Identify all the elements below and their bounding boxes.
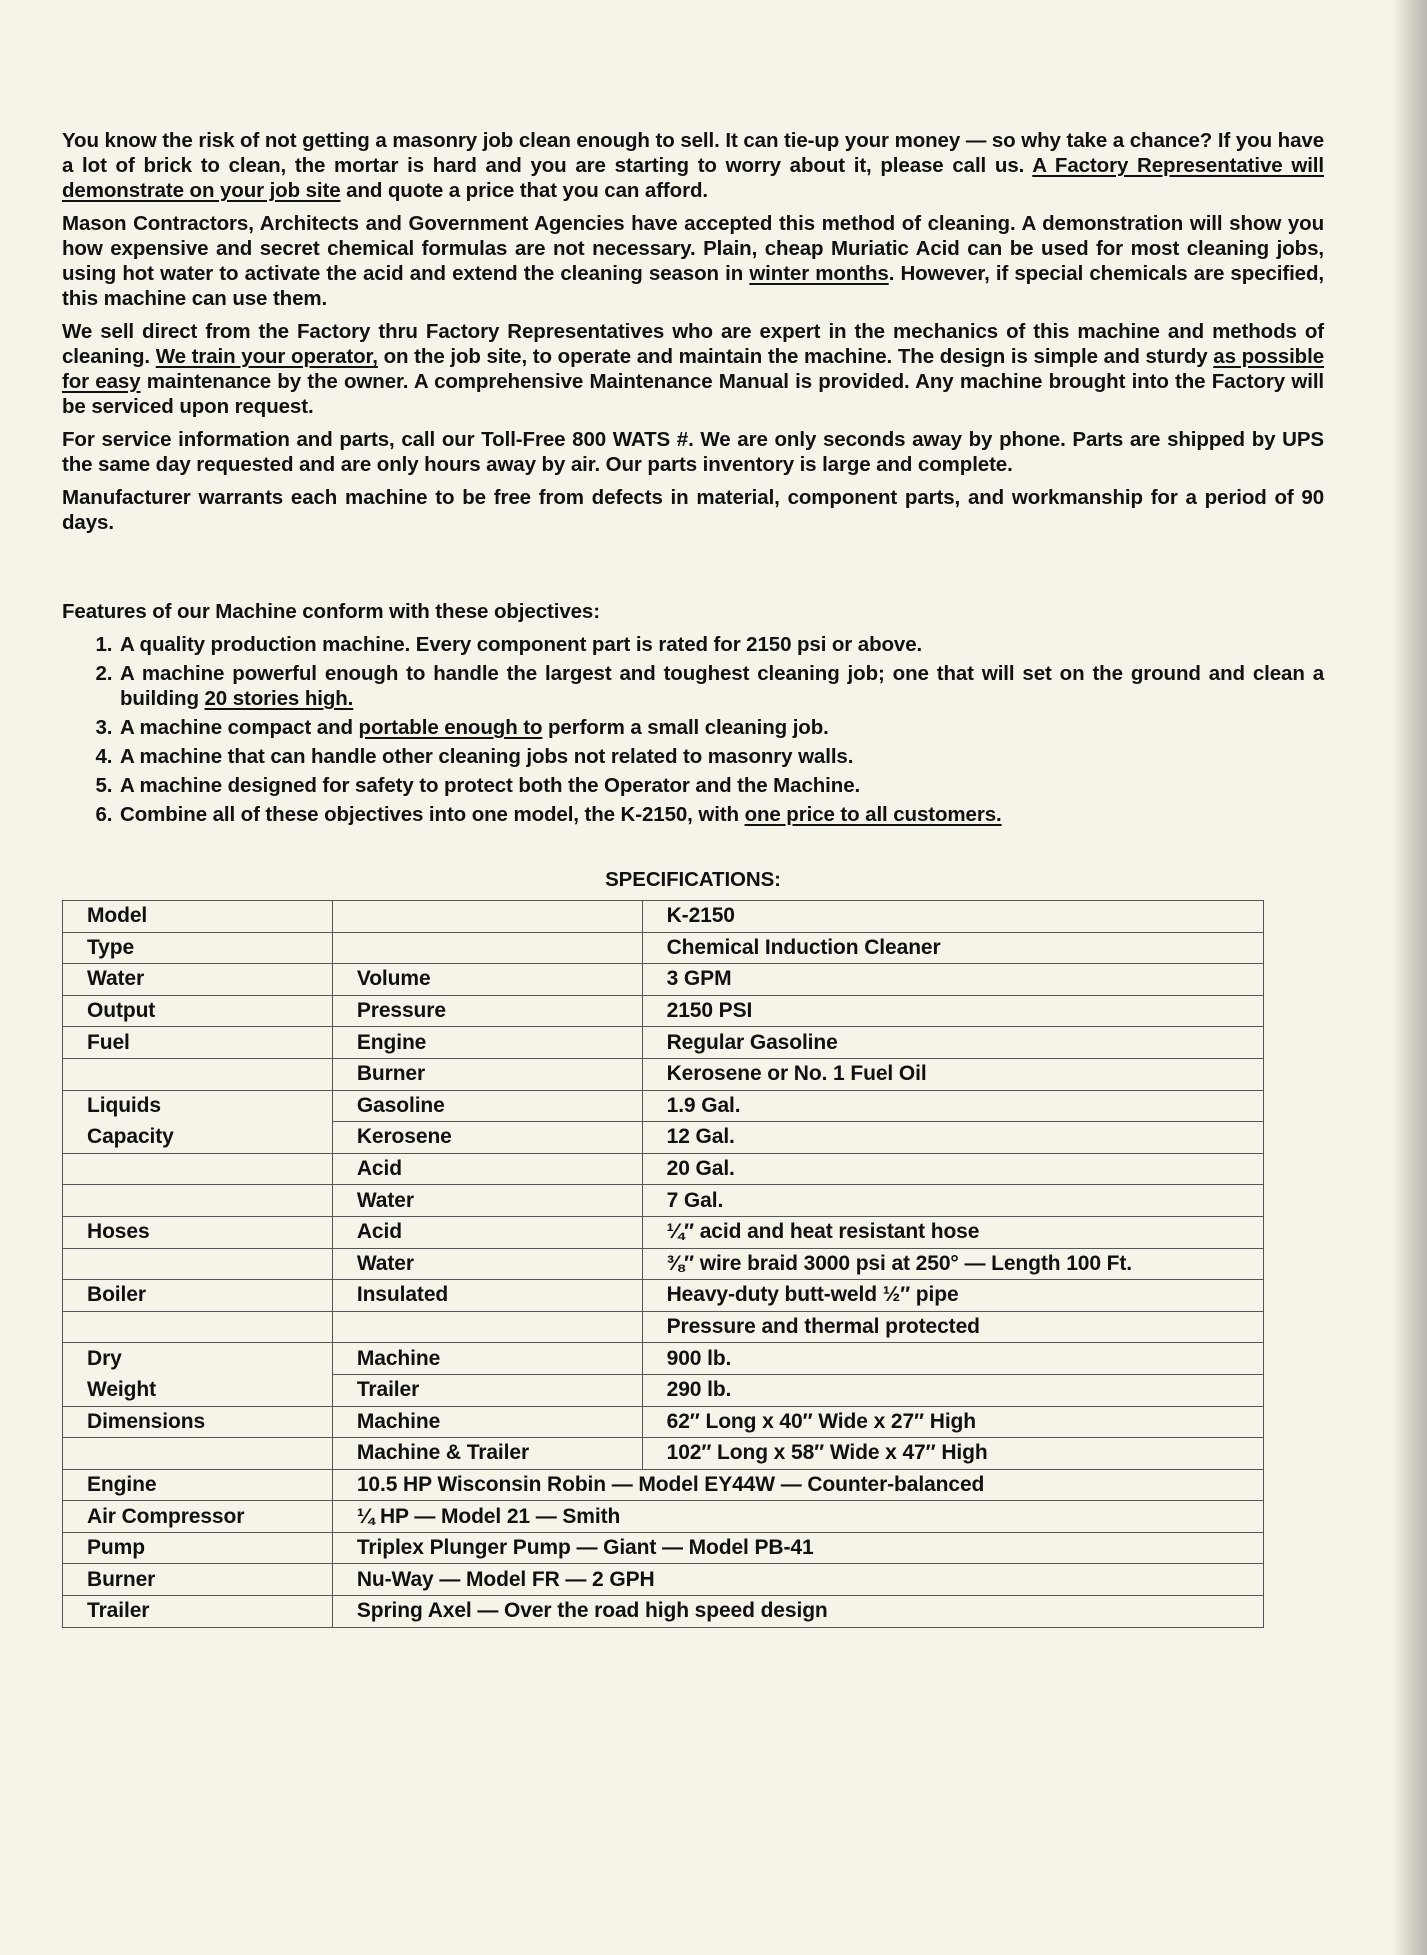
spec-label-cell: Engine <box>63 1469 333 1501</box>
spec-row <box>63 1532 1264 1564</box>
spec-sublabel-cell: Trailer <box>332 1374 642 1406</box>
spec-label-cell: Weight <box>63 1374 333 1406</box>
features-list <box>62 632 1324 827</box>
spec-sublabel-cell: Water <box>332 1185 642 1217</box>
feature-item: 3. A machine compact and portable enough to perform a small cleaning job. <box>118 715 1324 740</box>
spec-row <box>63 1469 1264 1501</box>
spec-label-cell: Pump <box>63 1532 333 1564</box>
spec-sublabel-cell: Kerosene <box>332 1122 642 1154</box>
spec-value-cell: Kerosene or No. 1 Fuel Oil <box>642 1058 1263 1090</box>
underlined-phrase: one price to all customers. <box>744 803 1002 826</box>
spec-value-cell: 102″ Long x 58″ Wide x 47″ High <box>642 1438 1263 1470</box>
spec-row <box>63 1374 1264 1406</box>
spec-sublabel-cell: Gasoline <box>332 1090 642 1122</box>
spec-value-cell: 2150 PSI <box>642 995 1263 1027</box>
spec-label-cell: Model <box>63 901 333 933</box>
features-title: Features of our Machine conform with these objectives: <box>62 600 600 623</box>
underlined-phrase: A Factory Representative will demonstrate on your job site <box>62 154 1324 202</box>
spec-row <box>63 932 1264 964</box>
feature-item: 4. A machine that can handle other cleaning jobs not related to masonry walls. <box>118 744 1324 769</box>
spec-label-cell <box>63 1185 333 1217</box>
service-paragraph: For service information and parts, call our Toll-Free 800 WATS #. We are only seconds away by phone. Parts are shipped by UPS the same day requested and are only hours away by air. Our parts inventory is large and complete. <box>62 428 1324 476</box>
acceptance-paragraph: Mason Contractors, Architects and Government Agencies have accepted this method of cleaning. A demonstration will show you how expensive and secret chemical formulas are not necessary. Plain, cheap Muriatic Acid can be used for most cleaning jobs, using hot water to activate the acid and extend the cleaning season in winter months. However, if special chemicals are specified, this machine can use them. <box>62 212 1324 310</box>
spec-value-cell: 62″ Long x 40″ Wide x 27″ High <box>642 1406 1263 1438</box>
spec-row <box>63 1564 1264 1596</box>
spec-value-cell: 10.5 HP Wisconsin Robin — Model EY44W — Counter-balanced <box>332 1469 1263 1501</box>
spec-row <box>63 1185 1264 1217</box>
spec-label-cell: Hoses <box>63 1216 333 1248</box>
spec-value-cell: ¼ HP — Model 21 — Smith <box>332 1501 1263 1533</box>
spec-row <box>63 1153 1264 1185</box>
spec-value-cell: Triplex Plunger Pump — Giant — Model PB-41 <box>332 1532 1263 1564</box>
spec-row <box>63 1216 1264 1248</box>
spec-label-cell: Dimensions <box>63 1406 333 1438</box>
spec-label-cell: Trailer <box>63 1596 333 1628</box>
spec-value-cell: ⅜″ wire braid 3000 psi at 250° — Length 100 Ft. <box>642 1248 1263 1280</box>
spec-sublabel-cell: Volume <box>332 964 642 996</box>
underlined-phrase: winter months <box>749 262 889 285</box>
spec-label-cell: Burner <box>63 1564 333 1596</box>
page-edge-shadow <box>1393 0 1427 1955</box>
spec-value-cell: Nu-Way — Model FR — 2 GPH <box>332 1564 1263 1596</box>
spec-label-cell: Fuel <box>63 1027 333 1059</box>
intro-paragraph: You know the risk of not getting a masonry job clean enough to sell. It can tie-up your money — so why take a chance? If you have a lot of brick to clean, the mortar is hard and you are starting to worry about it, please call us. A Factory Representative will demonstrate on your job site and quote a price that you can afford. <box>62 129 1324 202</box>
spec-sublabel-cell: Water <box>332 1248 642 1280</box>
spec-label-cell <box>63 1248 333 1280</box>
brochure-page <box>62 128 1324 1628</box>
spec-row <box>63 1501 1264 1533</box>
spec-value-cell: 7 Gal. <box>642 1185 1263 1217</box>
spec-sublabel-cell: Pressure <box>332 995 642 1027</box>
feature-item: 5. A machine designed for safety to protect both the Operator and the Machine. <box>118 773 1324 798</box>
spec-sublabel-cell: Burner <box>332 1058 642 1090</box>
spec-row <box>63 1596 1264 1628</box>
spec-label-cell: Water <box>63 964 333 996</box>
spec-row <box>63 901 1264 933</box>
spec-label-cell <box>63 1153 333 1185</box>
spec-value-cell: Pressure and thermal protected <box>642 1311 1263 1343</box>
spec-sublabel-cell: Insulated <box>332 1280 642 1312</box>
spec-row <box>63 1248 1264 1280</box>
spec-value-cell: K-2150 <box>642 901 1263 933</box>
feature-item: 6. Combine all of these objectives into one model, the K-2150, with one price to all customers. <box>118 802 1324 827</box>
spec-sublabel-cell: Machine <box>332 1406 642 1438</box>
specifications-title: SPECIFICATIONS: <box>605 868 781 891</box>
spec-row <box>63 1122 1264 1154</box>
spec-value-cell: 3 GPM <box>642 964 1263 996</box>
spec-row <box>63 964 1264 996</box>
underlined-phrase: as possible for easy <box>62 345 1324 393</box>
spec-label-cell: Liquids <box>63 1090 333 1122</box>
feature-item: 1. A quality production machine. Every component part is rated for 2150 psi or above. <box>118 632 1324 657</box>
spec-value-cell: Chemical Induction Cleaner <box>642 932 1263 964</box>
spec-row <box>63 1406 1264 1438</box>
spec-row <box>63 1343 1264 1375</box>
spec-row <box>63 1311 1264 1343</box>
spec-row <box>63 1280 1264 1312</box>
spec-label-cell: Output <box>63 995 333 1027</box>
spec-label-cell: Air Compressor <box>63 1501 333 1533</box>
underlined-phrase: We train your operator, <box>155 345 378 368</box>
spec-row <box>63 995 1264 1027</box>
spec-value-cell: Spring Axel — Over the road high speed design <box>332 1596 1263 1628</box>
spec-label-cell <box>63 1058 333 1090</box>
spec-row <box>63 1438 1264 1470</box>
spec-sublabel-cell: Machine <box>332 1343 642 1375</box>
spec-value-cell: 20 Gal. <box>642 1153 1263 1185</box>
spec-sublabel-cell: Acid <box>332 1216 642 1248</box>
spec-sublabel-cell <box>332 932 642 964</box>
spec-label-cell <box>63 1311 333 1343</box>
underlined-phrase: 20 stories high. <box>204 687 354 710</box>
spec-sublabel-cell <box>332 901 642 933</box>
specifications-table <box>62 900 1264 1628</box>
spec-sublabel-cell: Machine & Trailer <box>332 1438 642 1470</box>
spec-label-cell: Boiler <box>63 1280 333 1312</box>
spec-value-cell: 900 lb. <box>642 1343 1263 1375</box>
spec-value-cell: Heavy-duty butt-weld ½″ pipe <box>642 1280 1263 1312</box>
spec-sublabel-cell: Engine <box>332 1027 642 1059</box>
feature-item: 2. A machine powerful enough to handle the largest and toughest cleaning job; one that will set on the ground and clean a building 20 stories high. <box>118 661 1324 711</box>
spec-value-cell: 12 Gal. <box>642 1122 1263 1154</box>
spec-label-cell: Capacity <box>63 1122 333 1154</box>
spec-value-cell: 1.9 Gal. <box>642 1090 1263 1122</box>
spec-value-cell: ¼″ acid and heat resistant hose <box>642 1216 1263 1248</box>
spec-row <box>63 1090 1264 1122</box>
spec-value-cell: Regular Gasoline <box>642 1027 1263 1059</box>
spec-label-cell: Type <box>63 932 333 964</box>
sales-paragraph: We sell direct from the Factory thru Factory Representatives who are expert in the mechanics of this machine and methods of cleaning. We train your operator, on the job site, to operate and maintain the machine. The design is simple and sturdy as possible for easy maintenance by the owner. A comprehensive Maintenance Manual is provided. Any machine brought into the Factory will be serviced upon request. <box>62 320 1325 418</box>
spec-label-cell: Dry <box>63 1343 333 1375</box>
spec-row <box>63 1027 1264 1059</box>
spec-row <box>63 1058 1264 1090</box>
underlined-phrase: portable enough to <box>358 716 543 739</box>
warranty-paragraph: Manufacturer warrants each machine to be free from defects in material, component parts, and workmanship for a period of 90 days. <box>62 486 1324 534</box>
spec-sublabel-cell: Acid <box>332 1153 642 1185</box>
spec-sublabel-cell <box>332 1311 642 1343</box>
spec-label-cell <box>63 1438 333 1470</box>
spec-value-cell: 290 lb. <box>642 1374 1263 1406</box>
